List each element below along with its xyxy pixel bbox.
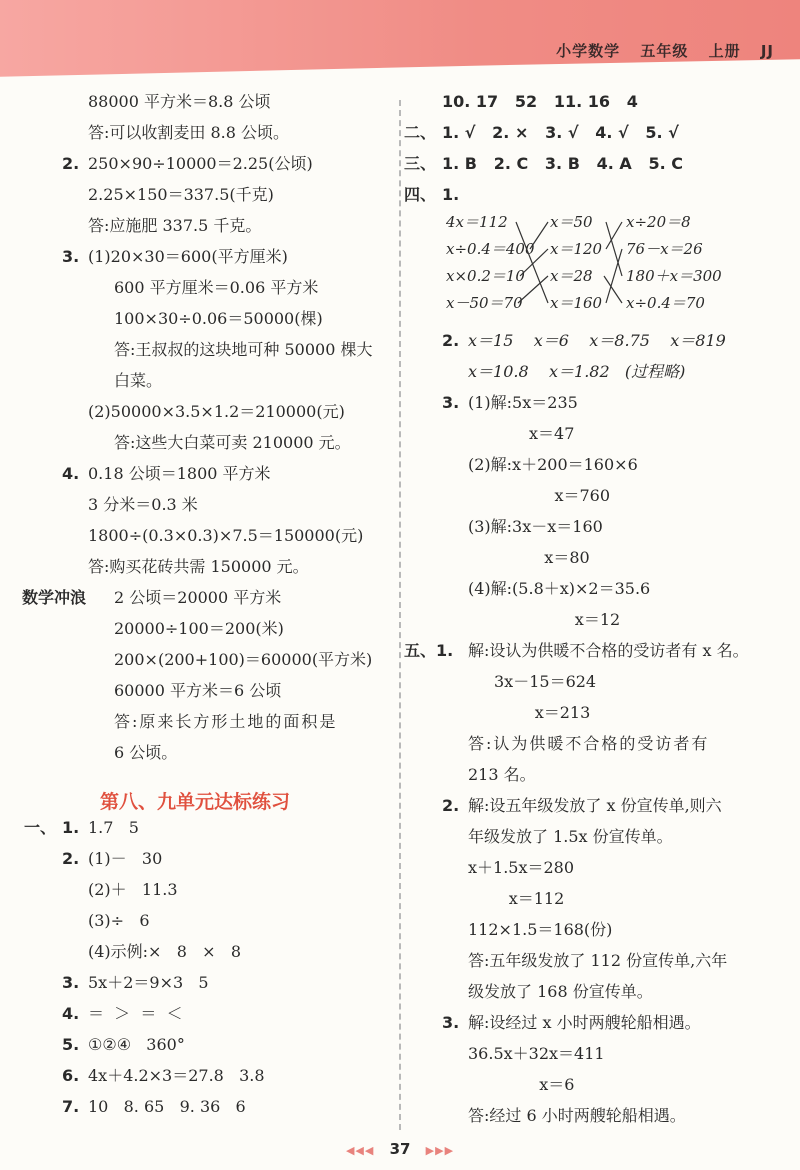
item-number: 2. [442, 796, 460, 815]
part-label: 一、 [24, 818, 57, 837]
answer-line: (2)＋ 11.3 [88, 880, 178, 899]
item-number: 3. [62, 973, 80, 992]
answer-line: (4)解:(5.8＋x)×2＝35.6 [468, 579, 651, 598]
match-right-item: x÷20＝8 [626, 213, 691, 231]
answer-line: x＝760 [468, 486, 611, 505]
answer-line: x＝15 x＝6 x＝8.75 x＝819 [468, 331, 726, 350]
answer-line: 36.5x＋32x＝411 [468, 1044, 605, 1063]
page-number: 37 [389, 1140, 411, 1158]
match-mid-item: x＝120 [550, 240, 603, 258]
answer-line: 10. 17 52 11. 16 4 [442, 92, 638, 111]
answer-line: 213 名。 [468, 765, 536, 784]
answer-line: 年级发放了 1.5x 份宣传单。 [468, 827, 673, 846]
item-number: 1. [62, 818, 80, 837]
item-number: 3. [442, 1013, 460, 1032]
answer-line: x＝213 [494, 703, 591, 722]
answer-line: 600 平方厘米＝0.06 平方米 [114, 278, 319, 297]
match-line [520, 249, 548, 276]
match-line [518, 276, 548, 303]
answer-line: x＝10.8 x＝1.82 (过程略) [468, 362, 686, 381]
answer-line: x＝112 [468, 889, 565, 908]
match-left-item: 4x＝112 [446, 213, 508, 231]
answer-line: 60000 平方米＝6 公顷 [114, 681, 282, 700]
answer-line: 答:这些大白菜可卖 210000 元。 [114, 433, 351, 452]
part-label: 二、 [404, 123, 437, 142]
answer-line: x＝12 [468, 610, 621, 629]
answer-line: (2)解:x＋200＝160×6 [468, 455, 638, 474]
answer-line: 4x＋4.2×3＝27.8 3.8 [88, 1066, 265, 1085]
answer-line: 3 分米＝0.3 米 [88, 495, 198, 514]
answer-line: 200×(200+100)＝60000(平方米) [114, 650, 373, 669]
next-arrows-icon: ▶▶▶ [425, 1144, 455, 1157]
answer-line: x＝6 [468, 1075, 575, 1094]
item-number: 2. [62, 154, 80, 173]
answer-line: (1)20×30＝600(平方厘米) [88, 247, 288, 266]
item-number: 1. [442, 185, 460, 204]
match-line [606, 249, 622, 303]
answer-line: 解:设认为供暖不合格的受访者有 x 名。 [468, 641, 749, 660]
match-mid-item: x＝50 [550, 213, 593, 231]
match-left-item: x÷0.4＝400 [446, 240, 535, 258]
match-line [606, 222, 622, 276]
page-header: 小学数学 五年级 上册 JJ [556, 42, 774, 60]
answer-line: ①②④ 360° [88, 1035, 185, 1054]
answer-line: (4)示例:× 8 × 8 [88, 942, 242, 961]
part-label: 四、 [404, 185, 437, 204]
item-number: 2. [442, 331, 460, 350]
answer-line: 答:经过 6 小时两艘轮船相遇。 [468, 1106, 686, 1125]
match-left-item: x×0.2＝10 [446, 267, 525, 285]
match-mid-item: x＝160 [550, 294, 603, 312]
match-line [606, 222, 622, 249]
answer-line: 解:设五年级发放了 x 份宣传单,则六 [468, 796, 722, 815]
answer-line: 1.7 5 [88, 818, 139, 837]
answer-line: 20000÷100＝200(米) [114, 619, 284, 638]
answer-line: 10 8. 65 9. 36 6 [88, 1097, 246, 1116]
answer-line: 白菜。 [114, 371, 163, 390]
item-number: 2. [62, 849, 80, 868]
section-title: 第八、九单元达标练习 [100, 791, 291, 813]
match-line [530, 222, 548, 249]
match-mid-item: x＝28 [550, 267, 593, 285]
answer-line: 级发放了 168 份宣传单。 [468, 982, 653, 1001]
answer-line: (3)÷ 6 [88, 911, 150, 930]
answer-line: 答:应施肥 337.5 千克。 [88, 216, 262, 235]
answer-line: 1800÷(0.3×0.3)×7.5＝150000(元) [88, 526, 364, 545]
answer-line: 答:认为供暖不合格的受访者有 [468, 734, 710, 753]
answer-line: x＝47 [468, 424, 575, 443]
answer-line: (1)解:5x＝235 [468, 393, 578, 412]
prev-arrows-icon: ◀◀◀ [345, 1144, 375, 1157]
match-left-item: x－50＝70 [446, 294, 523, 312]
part-label: 三、 [404, 154, 437, 173]
match-right-item: 180＋x＝300 [626, 267, 722, 285]
answer-line: 1. √ 2. × 3. √ 4. √ 5. √ [442, 123, 679, 142]
answer-line: 2 公顷＝20000 平方米 [114, 588, 282, 607]
item-number: 3. [442, 393, 460, 412]
answer-line: (2)50000×3.5×1.2＝210000(元) [88, 402, 345, 421]
item-number: 5. [62, 1035, 80, 1054]
answer-line: 答:购买花砖共需 150000 元。 [88, 557, 309, 576]
answer-line: 6 公顷。 [114, 743, 178, 762]
part-label: 五、1. [404, 641, 454, 660]
answer-line: ＝ ＞ ＝ ＜ [88, 1004, 183, 1023]
answer-line: 0.18 公顷＝1800 平方米 [88, 464, 271, 483]
answer-line: 答:王叔叔的这块地可种 50000 棵大 [114, 340, 373, 359]
item-number: 4. [62, 1004, 80, 1023]
answer-line: 答:可以收割麦田 8.8 公顷。 [88, 123, 290, 142]
answer-line: 3x－15＝624 [494, 672, 597, 691]
answer-line: 答:五年级发放了 112 份宣传单,六年 [468, 951, 728, 970]
answer-line: (3)解:3x－x＝160 [468, 517, 603, 536]
match-right-item: x÷0.4＝70 [626, 294, 705, 312]
answer-line: 答:原来长方形土地的面积是 [114, 712, 338, 731]
answer-line: 100×30÷0.06＝50000(棵) [114, 309, 323, 328]
page-footer [0, 1140, 800, 1158]
answer-line: x＋1.5x＝280 [468, 858, 575, 877]
answer-line: 5x＋2＝9×3 5 [88, 973, 209, 992]
bonus-label: 数学冲浪 [22, 588, 87, 607]
answer-line: 1. B 2. C 3. B 4. A 5. C [442, 154, 684, 173]
item-number: 3. [62, 247, 80, 266]
match-right-item: 76－x＝26 [626, 240, 703, 258]
answer-line: 解:设经过 x 小时两艘轮船相遇。 [468, 1013, 701, 1032]
answer-line: (1)－ 30 [88, 849, 163, 868]
answer-line: 2.25×150＝337.5(千克) [88, 185, 274, 204]
item-number: 6. [62, 1066, 80, 1085]
answer-line: x＝80 [468, 548, 590, 567]
item-number: 7. [62, 1097, 80, 1116]
answer-line: 112×1.5＝168(份) [468, 920, 613, 939]
answer-line: 88000 平方米＝8.8 公顷 [88, 92, 271, 111]
item-number: 4. [62, 464, 80, 483]
answer-line: 250×90÷10000＝2.25(公顷) [88, 154, 313, 173]
